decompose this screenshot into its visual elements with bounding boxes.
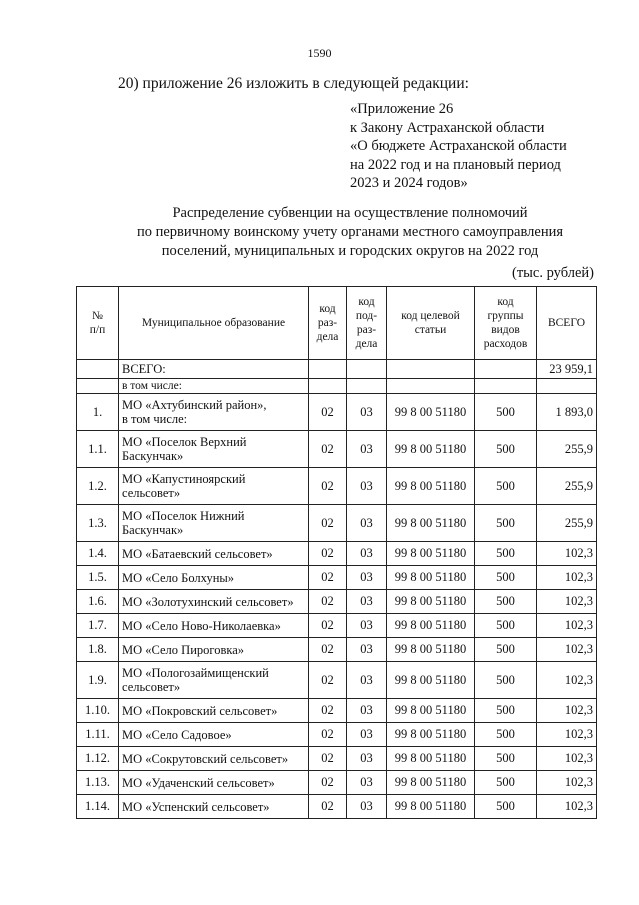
table-row: [77, 747, 597, 771]
row-subsection-code: 03: [347, 614, 387, 638]
row-total: 1 893,0: [537, 394, 597, 431]
row-subsection-code: 03: [347, 662, 387, 699]
row-total: 102,3: [537, 614, 597, 638]
table-row: [77, 542, 597, 566]
row-municipality: [119, 394, 309, 431]
municipality-line: МО «Село Пироговка»: [122, 642, 245, 657]
row-total: 102,3: [537, 566, 597, 590]
row-num: 1.14.: [77, 795, 119, 819]
municipality-line: сельсовет»: [122, 486, 181, 500]
row-municipality: [119, 795, 309, 819]
row-target-code: 99 8 00 51180: [387, 394, 475, 431]
instruction-text: 20) приложение 26 изложить в следующей редакции:: [118, 75, 469, 92]
appendix-line: к Закону Астраханской области: [350, 119, 545, 136]
total-label: ВСЕГО:: [119, 360, 309, 379]
row-total: 102,3: [537, 723, 597, 747]
table-row: [77, 662, 597, 699]
row-subsection-code: 03: [347, 590, 387, 614]
row-subsection-code: 03: [347, 468, 387, 505]
row-num: 1.8.: [77, 638, 119, 662]
row-total: 102,3: [537, 542, 597, 566]
row-total: 255,9: [537, 468, 597, 505]
units-label: (тыс. рублей): [512, 265, 594, 281]
row-section-code: 02: [309, 431, 347, 468]
title-line: Распределение субвенции на осуществление полномочий: [172, 205, 528, 221]
row-subsection-code: 03: [347, 566, 387, 590]
municipality-line: МО «Село Садовое»: [122, 727, 232, 742]
header-section-code: код раз- дела: [309, 287, 347, 360]
row-num: 1.4.: [77, 542, 119, 566]
row-target-code: 99 8 00 51180: [387, 614, 475, 638]
row-num: 1.9.: [77, 662, 119, 699]
table-row: [77, 431, 597, 468]
row-subsection-code: 03: [347, 394, 387, 431]
row-num: 1.6.: [77, 590, 119, 614]
row-expense-code: 500: [475, 723, 537, 747]
row-expense-code: 500: [475, 662, 537, 699]
row-expense-code: 500: [475, 468, 537, 505]
header-num: № п/п: [77, 287, 119, 360]
page-number: 1590: [307, 46, 332, 60]
municipality-line: МО «Капустиноярский: [122, 472, 246, 486]
row-municipality: [119, 747, 309, 771]
row-expense-code: 500: [475, 566, 537, 590]
row-subsection-code: 03: [347, 638, 387, 662]
municipality-line: МО «Поселок Нижний: [122, 509, 245, 523]
document-title: [60, 204, 639, 261]
row-municipality: [119, 638, 309, 662]
row-expense-code: 500: [475, 614, 537, 638]
table-row: [77, 723, 597, 747]
row-municipality: [119, 590, 309, 614]
row-target-code: 99 8 00 51180: [387, 638, 475, 662]
row-section-code: 02: [309, 723, 347, 747]
municipality-line: МО «Удаченский сельсовет»: [122, 775, 275, 790]
title-line: поселений, муниципальных и городских округов на 2022 год: [161, 243, 539, 259]
row-total: 102,3: [537, 699, 597, 723]
municipality-line: в том числе:: [122, 412, 188, 426]
header-total: ВСЕГО: [537, 287, 597, 360]
subvention-table: [76, 286, 597, 819]
municipality-line: Баскунчак»: [122, 449, 184, 463]
row-target-code: 99 8 00 51180: [387, 662, 475, 699]
municipality-line: МО «Успенский сельсовет»: [122, 799, 270, 814]
table-row: [77, 590, 597, 614]
row-num: 1.3.: [77, 505, 119, 542]
municipality-line: МО «Село Болхуны»: [122, 570, 235, 585]
table-row: [77, 505, 597, 542]
row-section-code: 02: [309, 394, 347, 431]
row-num: 1.13.: [77, 771, 119, 795]
row-municipality: [119, 431, 309, 468]
row-section-code: 02: [309, 590, 347, 614]
row-total: 102,3: [537, 795, 597, 819]
row-municipality: [119, 771, 309, 795]
row-expense-code: 500: [475, 394, 537, 431]
row-municipality: [119, 723, 309, 747]
municipality-line: МО «Пологозаймищенский: [122, 666, 269, 680]
row-total: 255,9: [537, 431, 597, 468]
table-row: [77, 771, 597, 795]
row-subsection-code: 03: [347, 505, 387, 542]
table-header-row: [77, 287, 597, 360]
municipality-line: МО «Батаевский сельсовет»: [122, 546, 273, 561]
table-row: [77, 638, 597, 662]
table-including-row: [77, 379, 597, 394]
table-row: [77, 795, 597, 819]
appendix-line: на 2022 год и на плановый период: [350, 156, 561, 173]
row-section-code: 02: [309, 566, 347, 590]
appendix-line: «О бюджете Астраханской области: [350, 138, 567, 154]
header-subsection-code: код под- раз- дела: [347, 287, 387, 360]
row-expense-code: 500: [475, 431, 537, 468]
municipality-line: МО «Поселок Верхний: [122, 435, 247, 449]
header-municipality: Муниципальное образование: [119, 287, 309, 360]
row-total: 255,9: [537, 505, 597, 542]
header-target-code: код целевой статьи: [387, 287, 475, 360]
row-num: 1.: [77, 394, 119, 431]
table-row: [77, 614, 597, 638]
row-municipality: [119, 614, 309, 638]
table-row: [77, 699, 597, 723]
row-subsection-code: 03: [347, 542, 387, 566]
row-section-code: 02: [309, 771, 347, 795]
table-row: [77, 394, 597, 431]
row-section-code: 02: [309, 795, 347, 819]
municipality-line: МО «Ахтубинский район»,: [122, 398, 267, 412]
row-expense-code: 500: [475, 699, 537, 723]
row-target-code: 99 8 00 51180: [387, 795, 475, 819]
row-num: 1.5.: [77, 566, 119, 590]
row-municipality: [119, 505, 309, 542]
row-section-code: 02: [309, 468, 347, 505]
row-section-code: 02: [309, 505, 347, 542]
row-target-code: 99 8 00 51180: [387, 723, 475, 747]
row-subsection-code: 03: [347, 699, 387, 723]
table-total-row: [77, 360, 597, 379]
row-section-code: 02: [309, 638, 347, 662]
row-expense-code: 500: [475, 638, 537, 662]
row-num: 1.10.: [77, 699, 119, 723]
row-total: 102,3: [537, 747, 597, 771]
row-total: 102,3: [537, 590, 597, 614]
municipality-line: МО «Золотухинский сельсовет»: [122, 594, 294, 609]
municipality-line: МО «Покровский сельсовет»: [122, 703, 278, 718]
including-label: в том числе:: [119, 379, 309, 394]
row-section-code: 02: [309, 614, 347, 638]
row-municipality: [119, 662, 309, 699]
municipality-line: Баскунчак»: [122, 523, 184, 537]
row-section-code: 02: [309, 662, 347, 699]
row-target-code: 99 8 00 51180: [387, 431, 475, 468]
row-target-code: 99 8 00 51180: [387, 542, 475, 566]
appendix-line: «Приложение 26: [350, 101, 454, 117]
row-municipality: [119, 699, 309, 723]
row-expense-code: 500: [475, 542, 537, 566]
row-expense-code: 500: [475, 747, 537, 771]
row-expense-code: 500: [475, 795, 537, 819]
header-expense-code: код группы видов расходов: [475, 287, 537, 360]
row-total: 102,3: [537, 662, 597, 699]
appendix-line: 2023 и 2024 годов»: [350, 175, 468, 191]
row-target-code: 99 8 00 51180: [387, 468, 475, 505]
row-target-code: 99 8 00 51180: [387, 747, 475, 771]
row-municipality: [119, 566, 309, 590]
total-value: 23 959,1: [537, 360, 597, 379]
municipality-line: сельсовет»: [122, 680, 181, 694]
row-target-code: 99 8 00 51180: [387, 699, 475, 723]
row-subsection-code: 03: [347, 795, 387, 819]
row-total: 102,3: [537, 771, 597, 795]
row-expense-code: 500: [475, 505, 537, 542]
row-expense-code: 500: [475, 590, 537, 614]
title-line: по первичному воинскому учету органами местного самоуправления: [136, 224, 564, 240]
row-section-code: 02: [309, 699, 347, 723]
municipality-line: МО «Село Ново-Николаевка»: [122, 618, 281, 633]
row-num: 1.7.: [77, 614, 119, 638]
row-municipality: [119, 542, 309, 566]
row-num: 1.12.: [77, 747, 119, 771]
row-num: 1.2.: [77, 468, 119, 505]
row-subsection-code: 03: [347, 723, 387, 747]
row-expense-code: 500: [475, 771, 537, 795]
row-num: 1.11.: [77, 723, 119, 747]
row-num: 1.1.: [77, 431, 119, 468]
row-target-code: 99 8 00 51180: [387, 590, 475, 614]
table-row: [77, 468, 597, 505]
row-subsection-code: 03: [347, 431, 387, 468]
row-subsection-code: 03: [347, 771, 387, 795]
municipality-line: МО «Сокрутовский сельсовет»: [122, 751, 289, 766]
table-row: [77, 566, 597, 590]
row-section-code: 02: [309, 542, 347, 566]
row-target-code: 99 8 00 51180: [387, 505, 475, 542]
row-total: 102,3: [537, 638, 597, 662]
appendix-heading: [350, 100, 567, 193]
row-section-code: 02: [309, 747, 347, 771]
row-target-code: 99 8 00 51180: [387, 771, 475, 795]
row-municipality: [119, 468, 309, 505]
row-subsection-code: 03: [347, 747, 387, 771]
row-target-code: 99 8 00 51180: [387, 566, 475, 590]
